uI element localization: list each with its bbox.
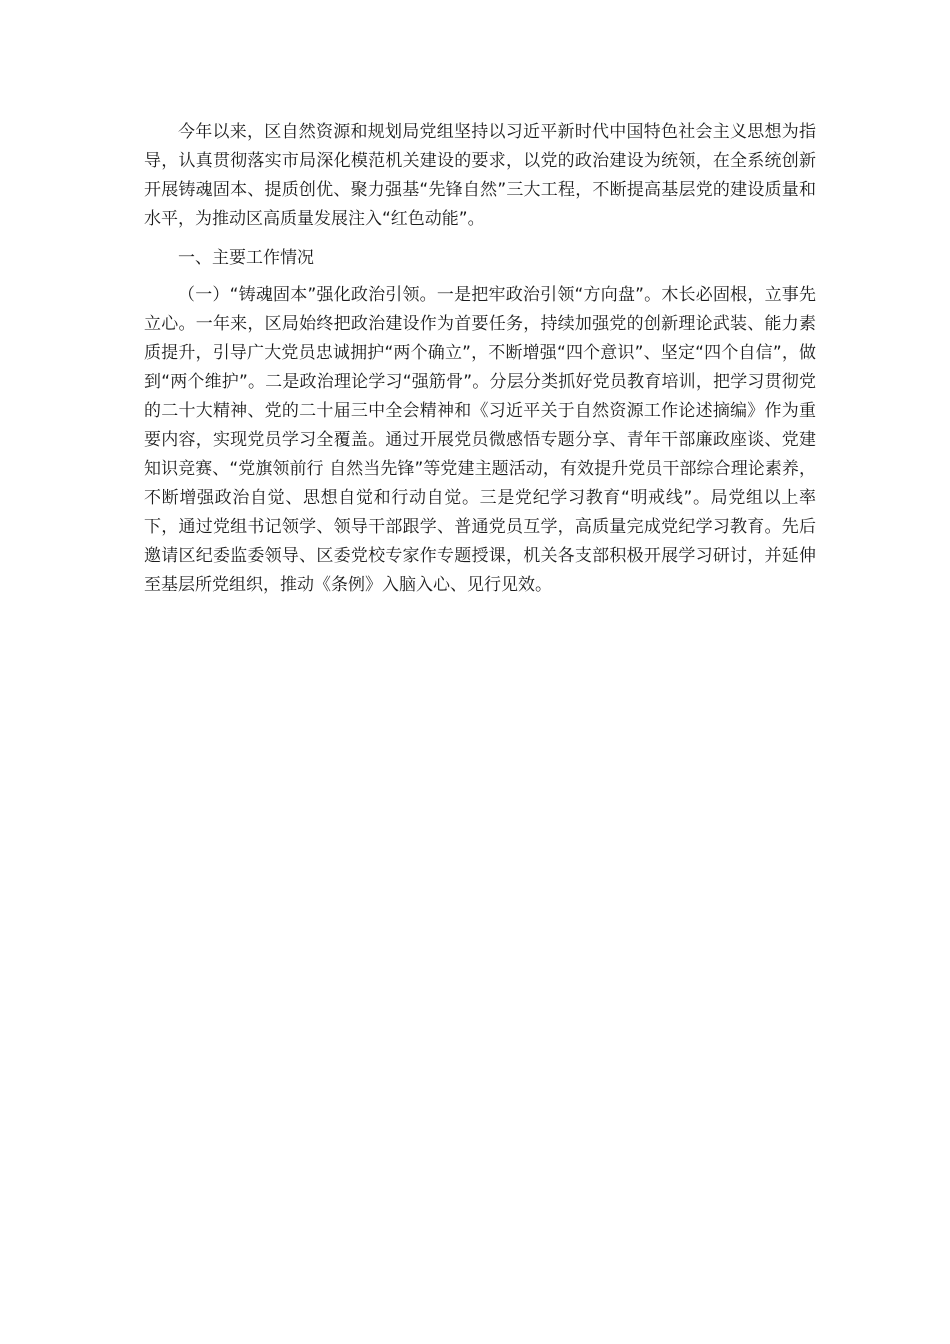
document-body [144,118,816,610]
intro-paragraph: 今年以来，区自然资源和规划局党组坚持以习近平新时代中国特色社会主义思想为指导，认真贯彻落实市局深化模范机关建设的要求，以党的政治建设为统领，在全系统创新开展铸魂固本、提质创优、聚力强基“先锋自然”三大工程，不断提高基层党的建设质量和水平，为推动区高质量发展注入“红色动能”。 [144,122,816,229]
section-heading: 一、主要工作情况 [178,248,314,268]
subsection-paragraph: （一）“铸魂固本”强化政治引领。一是把牢政治引领“方向盘”。木长必固根，立事先立心。一年来，区局始终把政治建设作为首要任务，持续加强党的创新理论武装、能力素质提升，引导广大党员忠诚拥护“两个确立”，不断增强“四个意识”、坚定“四个自信”，做到“两个维护”。二是政治理论学习“强筋骨”。分层分类抓好党员教育培训，把学习贯彻党的二十大精神、党的二十届三中全会精神和《习近平关于自然资源工作论述摘编》作为重要内容，实现党员学习全覆盖。通过开展党员微感悟专题分享、青年干部廉政座谈、党建知识竞赛、“党旗领前行 自然当先锋”等党建主题活动，有效提升党员干部综合理论素养，不断增强政治自觉、思想自觉和行动自觉。三是党纪学习教育“明戒线”。局党组以上率下，通过党组书记领学、领导干部跟学、普通党员互学，高质量完成党纪学习教育。先后邀请区纪委监委领导、区委党校专家作专题授课，机关各支部积极开展学习研讨，并延伸至基层所党组织，推动《条例》入脑入心、见行见效。 [144,285,816,595]
